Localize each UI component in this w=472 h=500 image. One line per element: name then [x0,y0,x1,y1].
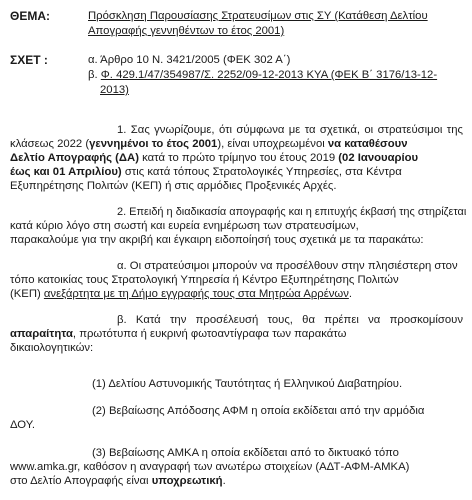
document-item-3-line-1: (3) Βεβαίωσης ΑΜΚΑ η οποία εκδίδεται από το δικτυακό τόπο [92,447,399,459]
item-b-line-1: β. Κατά την προσέλευσή τους, θα πρέπει να προσκομίσουν [117,314,463,326]
para2-line-1: 2. Επειδή η διαδικασία απογραφής και η επιτυχής έκβασή της στηρίζεται [117,206,467,218]
subject-label: ΘΕΜΑ: [10,9,50,23]
item-a-line-2: τόπο κατοικίας τους Στρατολογική Υπηρεσία ή Κέντρο Εξυπηρέτησης Πολιτών [10,274,399,286]
document-item-1: (1) Δελτίου Αστυνομικής Ταυτότητας ή Ελληνικού Διαβατηρίου. [92,378,403,390]
item-a-line-3: (ΚΕΠ) ανεξάρτητα με τη Δήμο εγγραφής τους στα Μητρώα Αρρένων. [10,288,352,300]
item-b-line-3: δικαιολογητικών: [10,342,94,354]
reference-b-link: Φ. 429.1/47/354987/Σ. 2252/09-12-2013 ΚΥΑ (ΦΕΚ Β΄ 3176/13-12- [100,69,438,81]
para2-line-2: κατά κύριο λόγο στη σωστή και ευρεία ενημέρωση των στρατευσίμων, [10,220,359,232]
para1-line-2: κλάσεως 2022 (γεννημένοι το έτος 2001), είναι υποχρεωμένοι να καταθέσουν [10,138,408,150]
reference-label: ΣΧΕΤ : [10,53,48,67]
para1-line-3: Δελτίο Απογραφής (ΔΑ) κατά το πρώτο τρίμηνο του έτους 2019 (02 Ιανουαρίου [10,152,419,164]
document-item-3-line-3: στο Δελτίο Απογραφής είναι υποχρεωτική. [10,475,226,487]
reference-a: α. Άρθρο 10 Ν. 3421/2005 (ΦΕΚ 302 Α΄) [88,54,291,66]
reference-b-continuation: 2013) [100,84,129,96]
item-b-line-2: απαραίτητα, πρωτότυπα ή ευκρινή φωτοαντίγραφα των παρακάτω [10,328,347,340]
para2-line-3: παρακαλούμε για την ακριβή και έγκαιρη ειδοποίησή τους σχετικά με τα παρακάτω: [10,234,424,246]
para1-line-5: Εξυπηρέτησης Πολιτών (ΚΕΠ) ή στις αρμόδιες Προξενικές Αρχές. [10,180,337,192]
para1-line-1: 1. Σας γνωρίζουμε, ότι σύμφωνα με τα σχετικά, οι στρατεύσιμοι της [117,124,463,136]
reference-b: β. Φ. 429.1/47/354987/Σ. 2252/09-12-2013 ΚΥΑ (ΦΕΚ Β΄ 3176/13-12- [88,69,438,81]
para1-line-4: έως και 01 Απριλίου) στις κατά τόπους Στρατολογικές Υπηρεσίες, στα Κέντρα [10,166,402,178]
subject-line-1: Πρόσκληση Παρουσίασης Στρατευσίμων στις ΣΥ (Κατάθεση Δελτίου [88,10,428,22]
document-item-3-line-2: www.amka.gr, καθόσον η αναγραφή των ανωτέρω στοιχείων (ΑΔΤ-ΑΦΜ-ΑΜΚΑ) [10,461,410,473]
subject-line-2: Απογραφής γεννηθέντων το έτος 2001) [88,25,285,37]
document-item-2-line-2: ΔΟΥ. [10,419,35,431]
document-item-2-line-1: (2) Βεβαίωσης Απόδοσης ΑΦΜ η οποία εκδίδεται από την αρμόδια [92,405,425,417]
item-a-line-1: α. Οι στρατεύσιμοι μπορούν να προσέλθουν στην πλησιέστερη στον [117,260,458,272]
